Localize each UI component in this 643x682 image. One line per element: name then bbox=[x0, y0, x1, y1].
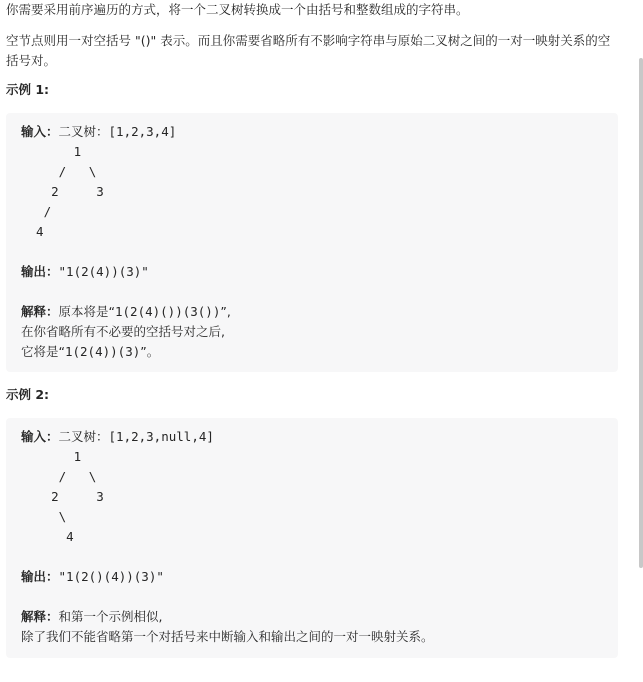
example-2-explain-line-2: 除了我们不能省略第一个对括号来中断输入和输出之间的一对一映射关系。 bbox=[21, 629, 434, 644]
example-1-codebox bbox=[6, 113, 618, 372]
explain-label: 解释： bbox=[21, 609, 59, 624]
example-2-explain-line-1 bbox=[21, 607, 163, 627]
input-prefix: 二叉树： bbox=[58, 124, 109, 139]
output-label: 输出： bbox=[21, 264, 59, 279]
explain-text-end: ”。 bbox=[140, 344, 160, 359]
vertical-scrollbar[interactable] bbox=[639, 58, 643, 568]
explain-code: 1(2(4)())(3()) bbox=[115, 304, 221, 319]
input-prefix: 二叉树： bbox=[58, 429, 109, 444]
explain-text: 和第一个示例相似, bbox=[58, 609, 163, 624]
example-1-output-line bbox=[21, 262, 149, 282]
intro-paragraph-1: 你需要采用前序遍历的方式，将一个二叉树转换成一个由括号和整数组成的字符串。 bbox=[6, 2, 469, 17]
explain-text: 原本将是“ bbox=[58, 304, 115, 319]
explain-text: 它将是“ bbox=[21, 344, 65, 359]
example-2-input-line bbox=[21, 427, 214, 447]
example-1-explain-line-2: 在你省略所有不必要的空括号对之后, bbox=[21, 324, 225, 339]
output-label: 输出： bbox=[21, 569, 59, 584]
output-value: "1(2()(4))(3)" bbox=[58, 569, 164, 584]
example-1-input-line bbox=[21, 122, 176, 142]
example-2-tree-diagram: 1 / \ 2 3 \ 4 bbox=[51, 449, 104, 544]
input-label: 输入： bbox=[21, 124, 59, 139]
example-1-tree-diagram: 1 / \ 2 3 / 4 bbox=[36, 144, 104, 239]
output-value: "1(2(4))(3)" bbox=[58, 264, 149, 279]
example-1-heading: 示例 1: bbox=[6, 82, 50, 97]
explain-label: 解释： bbox=[21, 304, 59, 319]
input-label: 输入： bbox=[21, 429, 59, 444]
example-1-explain-line-3 bbox=[21, 342, 159, 362]
input-value: [1,2,3,null,4] bbox=[108, 429, 214, 444]
intro-paragraph-2: 空节点则用一对空括号 "()" 表示。而且你需要省略所有不影响字符串与原始二叉树之间的一对一映射关系的空括号对。 bbox=[6, 33, 611, 68]
explain-code: 1(2(4))(3) bbox=[64, 344, 141, 359]
example-2-codebox bbox=[6, 418, 618, 658]
example-1-explain-line-1 bbox=[21, 302, 231, 322]
example-2-heading: 示例 2: bbox=[6, 387, 50, 402]
input-value: [1,2,3,4] bbox=[108, 124, 177, 139]
example-2-output-line bbox=[21, 567, 164, 587]
explain-text-end: ”, bbox=[220, 304, 231, 319]
